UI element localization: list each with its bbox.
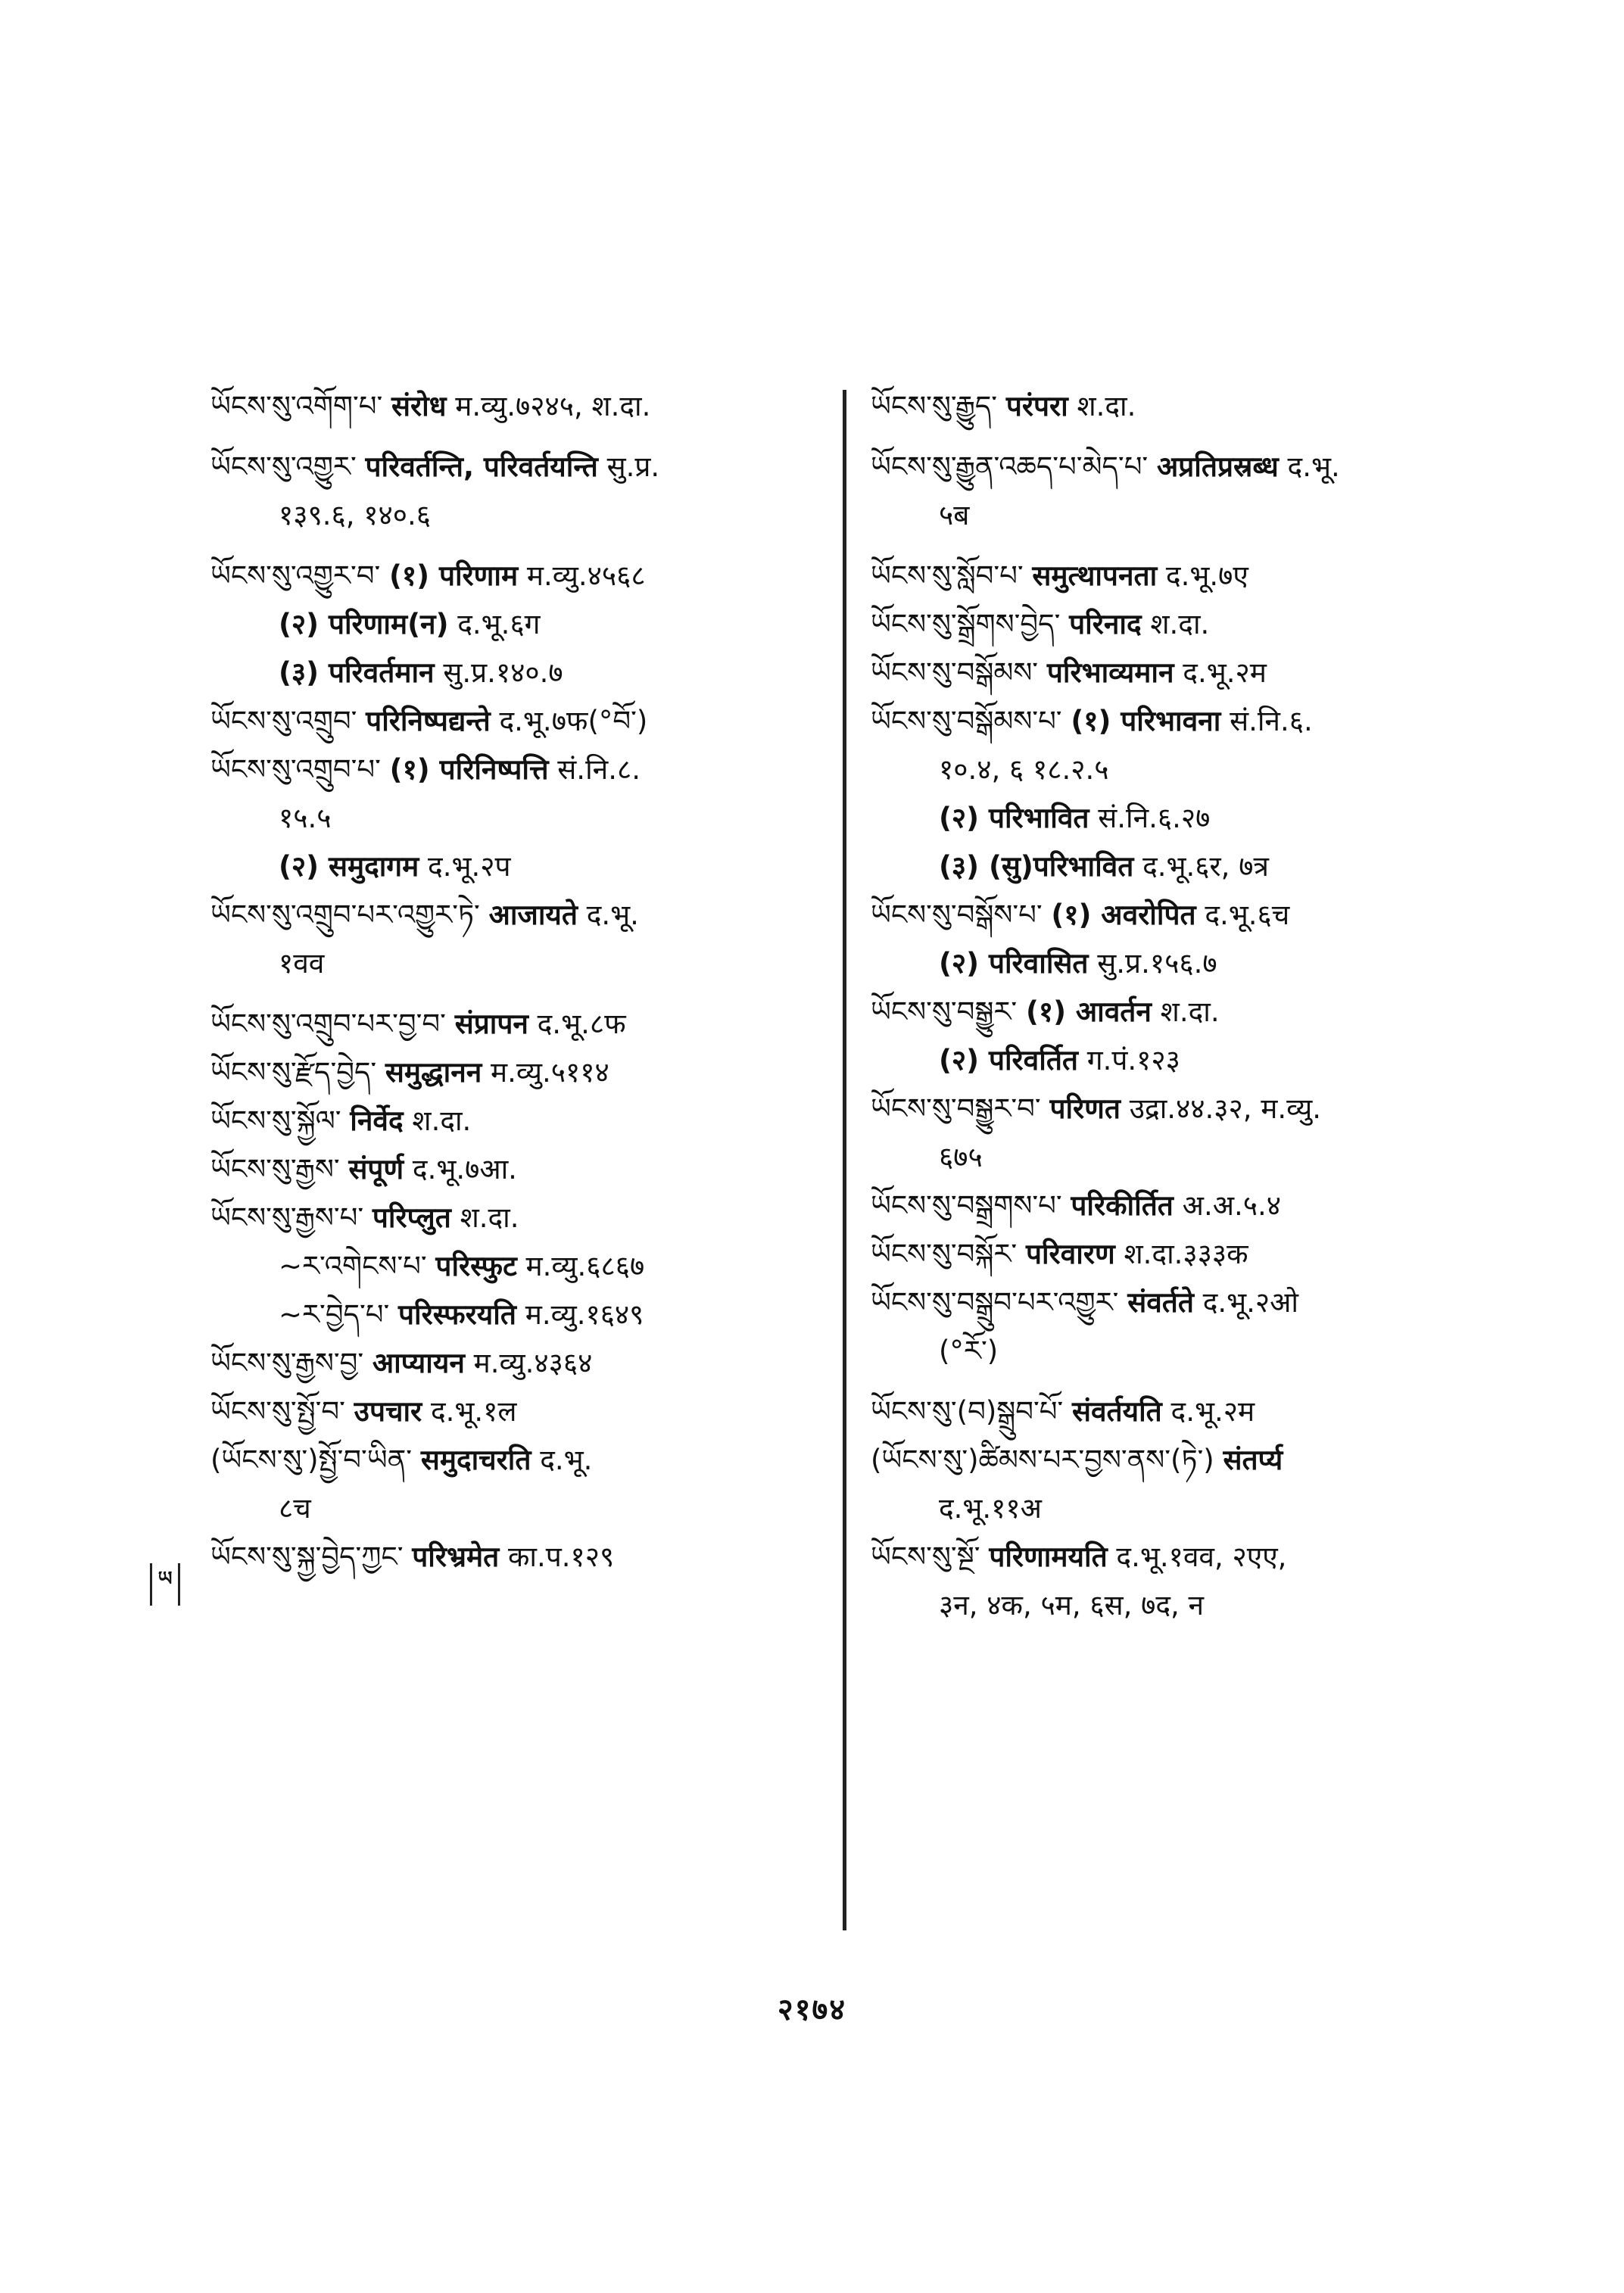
dictionary-entry xyxy=(871,1581,1507,1630)
dictionary-entry xyxy=(871,1182,1507,1230)
dictionary-entry xyxy=(210,1485,816,1533)
entry-reference: सं.नि.६.२७ xyxy=(1098,802,1211,834)
entry-gloss: (१) परिनिष्पत्ति xyxy=(389,753,549,786)
entry-gloss: अप्रतिप्रस्रब्ध xyxy=(1156,450,1279,483)
dictionary-entry xyxy=(210,746,816,794)
dictionary-entry xyxy=(210,843,816,891)
entry-reference: म.व्यु.५११४ xyxy=(491,1056,609,1089)
entry-reference: श.दा. xyxy=(1077,390,1136,422)
dictionary-entry xyxy=(210,552,816,600)
entry-reference: द.भू.१ल xyxy=(430,1395,517,1428)
entry-gloss: (२) समुदागम xyxy=(279,850,419,883)
entry-gloss: (३) परिवर्तमान xyxy=(279,656,435,689)
entry-reference: सु.प्र.१५६.७ xyxy=(1097,947,1217,980)
entry-gloss: आजायते xyxy=(488,899,578,931)
dictionary-entry xyxy=(210,443,816,491)
entry-reference: १५.५ xyxy=(279,802,332,834)
entry-gloss: परिभ्रमेत xyxy=(412,1541,500,1573)
entry-headword: ཡོངས་སུ་བསྒོས་པ་ xyxy=(871,899,1043,931)
entry-reference: सं.नि.८. xyxy=(557,753,641,786)
entry-reference: द.भू. xyxy=(586,899,639,931)
dictionary-entry xyxy=(210,491,816,540)
dictionary-entry xyxy=(871,1485,1507,1533)
entry-reference: श.दा. xyxy=(1150,608,1210,640)
entry-gloss: संपूर्ण xyxy=(348,1153,404,1185)
dictionary-entry xyxy=(871,794,1507,843)
page-number: २१७४ xyxy=(777,1992,847,2027)
dictionary-entry xyxy=(871,1279,1507,1327)
entry-headword: ཡོངས་སུ་བསྒྱུར་ xyxy=(871,995,1018,1028)
entry-reference: द.भू.२म xyxy=(1183,656,1267,689)
entry-headword: ཡོངས་སུ་སྐྱ་བྱེད་ཀྱང་ xyxy=(210,1541,404,1573)
entry-reference: उद्रा.४४.३२, म.व्यु. xyxy=(1129,1092,1322,1125)
dictionary-entry xyxy=(871,552,1507,600)
entry-headword: ཡོངས་སུ་རྫོད་བྱེད་ xyxy=(210,1056,377,1089)
entry-headword: ཡོངས་སུ་བསྒོམས་པ་ xyxy=(871,705,1062,737)
entry-reference: ५ब xyxy=(939,499,970,531)
entry-reference: अ.अ.५.४ xyxy=(1182,1189,1281,1222)
entry-reference: १३९.६, १४०.६ xyxy=(279,499,431,531)
entry-gloss: (२) परिणाम(न) xyxy=(279,608,449,640)
entry-reference: द.भू.१वव, २एए, xyxy=(1116,1541,1287,1573)
entry-gloss: (२) परिवासित xyxy=(939,947,1089,980)
dictionary-entry xyxy=(871,746,1507,794)
dictionary-entry xyxy=(210,600,816,649)
entry-gloss: परिकीर्तित xyxy=(1071,1189,1174,1222)
entry-gloss: परिप्लुत xyxy=(372,1201,451,1234)
dictionary-entry xyxy=(210,1097,816,1145)
entry-gloss: समुद्धानन xyxy=(385,1056,482,1089)
entry-reference: द.भू.७ए xyxy=(1165,559,1248,592)
entry-reference: ३न, ४क, ५म, ६स, ७द, न xyxy=(939,1589,1205,1622)
dictionary-entry xyxy=(210,649,816,697)
entry-gloss: संरोध xyxy=(391,390,447,422)
entry-reference: म.व्यु.७२४५, श.दा. xyxy=(455,390,651,422)
entry-headword: ཡོངས་སུ་རྒྱས་པ་ xyxy=(210,1201,364,1234)
entry-reference: सु.प्र. xyxy=(606,450,660,483)
dictionary-entry xyxy=(210,1388,816,1436)
entry-reference: द.भू. xyxy=(540,1444,593,1476)
entry-reference: सु.प्र.१४०.७ xyxy=(443,656,563,689)
entry-reference: का.प.१२९ xyxy=(508,1541,615,1573)
dictionary-entry xyxy=(871,988,1507,1036)
dictionary-entry xyxy=(210,697,816,746)
entry-reference: (°རོ་) xyxy=(939,1335,999,1367)
entry-headword: ~ར་བྱེད་པ་ xyxy=(279,1298,390,1331)
entry-headword: ཡོངས་སུ་སྤྱོ་བ་ xyxy=(210,1395,345,1428)
entry-reference: सं.नि.६. xyxy=(1230,705,1313,737)
entry-gloss: परिस्फुट xyxy=(435,1250,517,1282)
entry-gloss: परिणत xyxy=(1049,1092,1121,1125)
dictionary-entry xyxy=(871,1230,1507,1279)
entry-headword: ཡོངས་སུ་བསྒྱུར་བ་ xyxy=(871,1092,1041,1125)
entry-gloss: संप्रापन xyxy=(454,1008,528,1040)
entry-headword: ཡོངས་སུ་རྒྱུན་འཆད་པ་མེད་པ་ xyxy=(871,450,1149,483)
dictionary-entry xyxy=(210,1194,816,1242)
entry-reference: द.भू.६र, ७त्र xyxy=(1142,850,1269,883)
dictionary-entry xyxy=(210,1436,816,1485)
entry-headword: ཡོངས་སུ་བསྒོམས་ xyxy=(871,656,1039,689)
entry-gloss: समुदाचरति xyxy=(420,1444,531,1476)
entry-headword: ཡོངས་སུ་འགྱུར་བ་ xyxy=(210,559,381,592)
entry-gloss: संवर्तयति xyxy=(1071,1395,1162,1428)
dictionary-entry xyxy=(210,939,816,988)
entry-gloss: (३) (सु)परिभावित xyxy=(939,850,1134,883)
entry-headword: ཡོངས་སུ་སྒྲོགས་བྱེད་ xyxy=(871,608,1061,640)
dictionary-entry xyxy=(871,891,1507,939)
entry-headword: (ཡོངས་སུ་)སྤྱོ་བ་ཡིན་ xyxy=(210,1444,413,1476)
entry-headword: ཡོངས་སུ་རྒྱུད་ xyxy=(871,390,998,422)
entry-gloss: (१) अवरोपित xyxy=(1051,899,1196,931)
entry-reference: ६७५ xyxy=(939,1141,983,1173)
dictionary-entry xyxy=(210,891,816,939)
entry-reference: श.दा.३३३क xyxy=(1124,1238,1248,1270)
entry-gloss: परिणामयति xyxy=(989,1541,1108,1573)
entry-reference: द.भू.६ग xyxy=(457,608,541,640)
entry-gloss: निर्वेद xyxy=(350,1104,404,1137)
entry-reference: द.भू.६च xyxy=(1205,899,1290,931)
dictionary-entry xyxy=(871,1133,1507,1182)
entry-gloss: परिनाद xyxy=(1069,608,1142,640)
dictionary-entry xyxy=(871,697,1507,746)
dictionary-entry xyxy=(871,1436,1507,1485)
entry-headword: ཡོངས་སུ་འགོག་པ་ xyxy=(210,390,383,422)
entry-reference: ग.पं.१२३ xyxy=(1086,1044,1180,1076)
entry-reference: म.व्यु.४५६८ xyxy=(526,559,646,592)
entry-headword: ཡོངས་སུ་རྒྱས་ xyxy=(210,1153,340,1185)
dictionary-entry xyxy=(871,939,1507,988)
dictionary-entry xyxy=(871,491,1507,540)
entry-gloss: परिभाव्यमान xyxy=(1046,656,1174,689)
entry-gloss: परिवर्तन्ति, परिवर्तयन्ति xyxy=(365,450,598,483)
entry-headword: ཡོངས་སུ་སྔོ་ xyxy=(871,1541,980,1573)
entry-reference: ८च xyxy=(279,1492,311,1525)
dictionary-entry xyxy=(210,794,816,843)
entry-reference: १वव xyxy=(279,947,325,980)
dictionary-entry xyxy=(871,843,1507,891)
dictionary-entry xyxy=(871,1533,1507,1581)
entry-headword: ཡོངས་སུ་(བ)སྒྲུབ་པོ་ xyxy=(871,1395,1064,1428)
entry-reference: द.भू. xyxy=(1287,450,1340,483)
entry-gloss: संवर्तते xyxy=(1127,1286,1194,1319)
entry-headword: ཡོངས་སུ་འགྱུར་ xyxy=(210,450,357,483)
entry-gloss: (१) परिणाम xyxy=(389,559,519,592)
entry-gloss: आप्यायन xyxy=(372,1347,465,1379)
entry-headword: ཡོངས་སུ་འགྲུབ་པ་ xyxy=(210,753,381,786)
side-marker: ཡ xyxy=(150,1563,180,1606)
entry-reference: द.भू.२ओ xyxy=(1202,1286,1299,1319)
entry-gloss: परिस्फरयति xyxy=(398,1298,516,1331)
entry-reference: श.दा. xyxy=(460,1201,519,1234)
entry-reference: द.भू.७आ. xyxy=(412,1153,517,1185)
dictionary-entry xyxy=(210,1242,816,1291)
entry-headword: ཡོངས་སུ་སྐྱོལ་ xyxy=(210,1104,341,1137)
entry-reference: द.भू.११अ xyxy=(939,1492,1042,1525)
dictionary-entry xyxy=(210,1000,816,1048)
entry-reference: द.भू.२म xyxy=(1170,1395,1255,1428)
dictionary-entry xyxy=(871,1327,1507,1375)
dictionary-entry xyxy=(210,1048,816,1097)
dictionary-entry xyxy=(210,1145,816,1194)
dictionary-entry xyxy=(871,382,1507,431)
entry-headword: ཡོངས་སུ་རྒྱས་བྱ་ xyxy=(210,1347,364,1379)
dictionary-entry xyxy=(210,382,816,431)
entry-headword: ཡོངས་སུ་བསྐོར་ xyxy=(871,1238,1018,1270)
column-divider xyxy=(843,390,846,1930)
entry-headword: ཡོངས་སུ་འགྲུབ་ xyxy=(210,705,357,737)
dictionary-entry xyxy=(871,1085,1507,1133)
entry-reference: द.भू.७फ(°བོ་) xyxy=(499,705,648,737)
entry-gloss: परंपरा xyxy=(1005,390,1068,422)
left-column xyxy=(210,382,816,1581)
entry-gloss: (१) आवर्तन xyxy=(1025,995,1152,1028)
dictionary-entry xyxy=(871,443,1507,491)
entry-reference: द.भू.२प xyxy=(428,850,511,883)
entry-reference: द.भू.८फ xyxy=(537,1008,626,1040)
entry-reference: १०.४, ६ १८.२.५ xyxy=(939,753,1109,786)
dictionary-entry xyxy=(210,1339,816,1388)
dictionary-entry xyxy=(871,649,1507,697)
dictionary-entry xyxy=(871,600,1507,649)
entry-reference: श.दा. xyxy=(1160,995,1220,1028)
entry-headword: ཡོངས་སུ་བསྒྲགས་པ་ xyxy=(871,1189,1062,1222)
entry-gloss: परिवारण xyxy=(1025,1238,1115,1270)
dictionary-entry xyxy=(210,1533,816,1581)
entry-headword: ཡོངས་སུ་འགྲུབ་པར་བྱ་བ་ xyxy=(210,1008,446,1040)
entry-reference: श.दा. xyxy=(412,1104,472,1137)
dictionary-entry xyxy=(871,1036,1507,1085)
entry-gloss: (२) परिवर्तित xyxy=(939,1044,1079,1076)
dictionary-entry xyxy=(210,1291,816,1339)
entry-gloss: परिनिष्पद्यन्ते xyxy=(366,705,491,737)
entry-headword: ཡོངས་སུ་སློབ་པ་ xyxy=(871,559,1024,592)
dictionary-entry xyxy=(871,1388,1507,1436)
entry-gloss: समुत्थापनता xyxy=(1032,559,1158,592)
entry-reference: म.व्यु.१६४९ xyxy=(525,1298,644,1331)
right-column xyxy=(871,382,1507,1630)
entry-gloss: संतर्प्य xyxy=(1223,1444,1283,1476)
entry-headword: (ཡོངས་སུ་)ཚིམས་པར་བྱས་ནས་(ཏེ་) xyxy=(871,1444,1214,1476)
entry-reference: म.व्यु.६८६७ xyxy=(525,1250,645,1282)
entry-headword: ཡོངས་སུ་བསྒྲུབ་པར་འགྱུར་ xyxy=(871,1286,1119,1319)
entry-gloss: उपचार xyxy=(354,1395,422,1428)
entry-headword: ཡོངས་སུ་འགྲུབ་པར་འགྱུར་ཏེ་ xyxy=(210,899,480,931)
entry-gloss: (२) परिभावित xyxy=(939,802,1089,834)
entry-gloss: (१) परिभावना xyxy=(1071,705,1221,737)
entry-headword: ~ར་འགེངས་པ་ xyxy=(279,1250,427,1282)
entry-reference: म.व्यु.४३६४ xyxy=(473,1347,593,1379)
